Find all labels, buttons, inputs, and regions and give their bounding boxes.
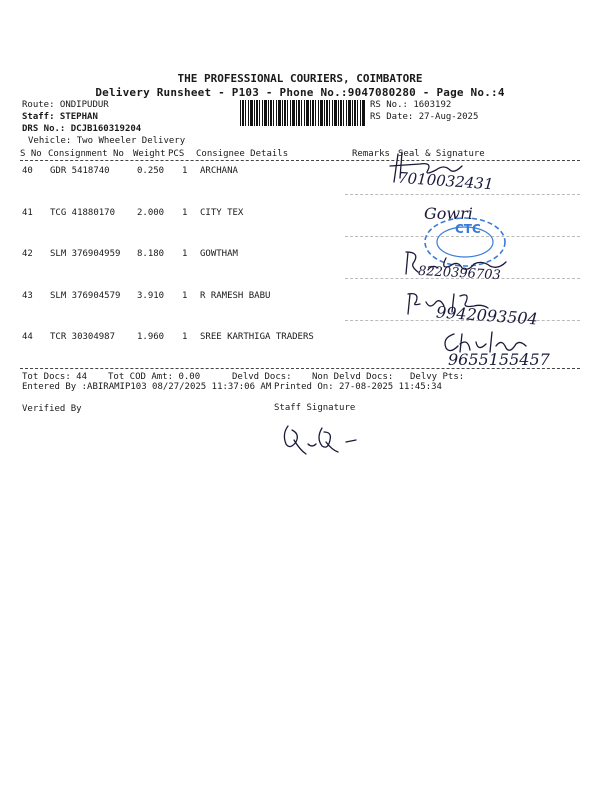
drs-number: DRS No.: DCJB160319204	[22, 124, 142, 134]
row-sno: 44	[22, 332, 33, 342]
row-pcs: 1	[182, 249, 188, 259]
row-weight: 3.910	[137, 291, 165, 301]
stamp-text: CTC	[455, 222, 481, 236]
handwritten-phone-44: 9655155457	[448, 350, 550, 369]
col-consignee: Consignee Details	[196, 149, 289, 159]
runsheet-title: Delivery Runsheet - P103 - Phone No.:9047080280 - Page No.:4	[95, 86, 505, 99]
delivery-points: Delvy Pts:	[410, 372, 465, 382]
row-consignment: GDR 5418740	[50, 166, 110, 176]
row-consignee: SREE KARTHIGA TRADERS	[200, 332, 314, 342]
row-consignment: TCG 41880170	[50, 208, 116, 218]
row-pcs: 1	[182, 291, 188, 301]
col-weight: Weight	[133, 149, 166, 159]
col-consignment: Consignment No	[48, 149, 124, 159]
row-consignee: CITY TEX	[200, 208, 244, 218]
row-consignment: TCR 30304987	[50, 332, 116, 342]
row-consignment: SLM 376904579	[50, 291, 121, 301]
non-delivered-docs: Non Delvd Docs:	[312, 372, 394, 382]
rs-date: RS Date: 27-Aug-2025	[370, 112, 479, 122]
total-docs: Tot Docs: 44	[22, 372, 88, 382]
col-remarks: Remarks	[352, 149, 390, 159]
row-pcs: 1	[182, 208, 188, 218]
row-sno: 40	[22, 166, 33, 176]
entered-by: Entered By :ABIRAMIP103 08/27/2025 11:37:06 AM	[22, 382, 272, 392]
delivered-docs: Delvd Docs:	[232, 372, 292, 382]
barcode	[240, 100, 365, 126]
handwritten-phone-40: 7010032431	[397, 168, 494, 194]
rs-number: RS No.: 1603192	[370, 100, 452, 110]
company-title: THE PROFESSIONAL COURIERS, COIMBATORE	[177, 72, 423, 85]
row-pcs: 1	[182, 166, 188, 176]
vehicle-label: Vehicle: Two Wheeler Delivery	[28, 136, 186, 146]
staff-label: Staff: STEPHAN	[22, 112, 98, 122]
row-sno: 41	[22, 208, 33, 218]
verified-by-label: Verified By	[22, 404, 82, 414]
row-pcs: 1	[182, 332, 188, 342]
row-weight: 8.180	[137, 249, 165, 259]
header-divider	[20, 160, 580, 161]
row-consignee: ARCHANA	[200, 166, 238, 176]
row-sno: 43	[22, 291, 33, 301]
handwritten-phone-43: 9942093504	[435, 302, 539, 329]
row-weight: 2.000	[137, 208, 165, 218]
staff-signature	[278, 420, 368, 460]
total-cod-amount: Tot COD Amt: 0.00	[108, 372, 201, 382]
row-consignee: R RAMESH BABU	[200, 291, 271, 301]
row-weight: 0.250	[137, 166, 165, 176]
footer-divider	[20, 368, 580, 369]
staff-signature-label: Staff Signature	[274, 403, 356, 413]
col-sno: S No	[20, 149, 42, 159]
row-divider	[345, 194, 580, 195]
row-sno: 42	[22, 249, 33, 259]
handwritten-name-41: Gowri	[424, 204, 473, 223]
row-consignee: GOWTHAM	[200, 249, 238, 259]
col-pcs: PCS	[168, 149, 185, 159]
printed-on: Printed On: 27-08-2025 11:45:34	[274, 382, 442, 392]
route-label: Route: ONDIPUDUR	[22, 100, 109, 110]
handwritten-phone-42: 8220396703	[417, 263, 502, 284]
col-seal-signature: Seal & Signature	[398, 149, 485, 159]
row-weight: 1.960	[137, 332, 165, 342]
row-consignment: SLM 376904959	[50, 249, 121, 259]
